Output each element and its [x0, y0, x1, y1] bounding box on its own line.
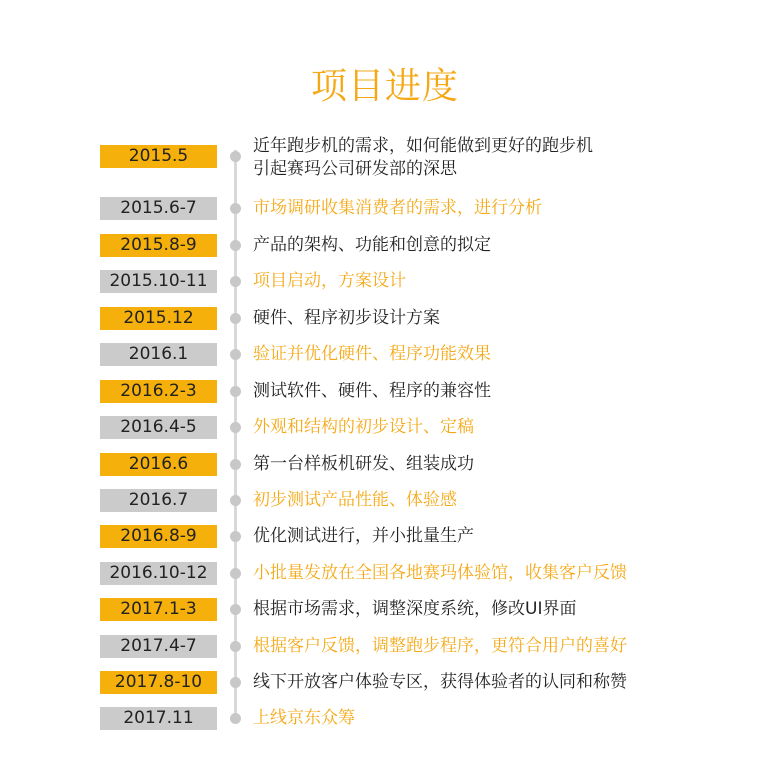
milestone-date: 2017.1-3	[100, 598, 217, 621]
milestone-description: 线下开放客户体验专区，获得体验者的认同和称赞	[253, 672, 627, 692]
milestone-description: 上线京东众筹	[253, 708, 355, 728]
timeline-dot	[230, 349, 241, 360]
timeline-dot	[230, 240, 241, 251]
milestone-description: 优化测试进行，并小批量生产	[253, 526, 474, 546]
milestone-description: 根据客户反馈，调整跑步程序，更符合用户的喜好	[253, 636, 627, 656]
milestone-description: 验证并优化硬件、程序功能效果	[253, 344, 491, 364]
milestone-date: 2016.2-3	[100, 380, 217, 403]
milestone-date: 2017.4-7	[100, 635, 217, 658]
milestone-description: 测试软件、硬件、程序的兼容性	[253, 381, 491, 401]
milestone-date: 2016.10-12	[100, 562, 217, 585]
milestone-date: 2015.12	[100, 307, 217, 330]
milestone-date: 2016.7	[100, 489, 217, 512]
milestone-description: 外观和结构的初步设计、定稿	[253, 417, 474, 437]
milestone-date: 2016.4-5	[100, 416, 217, 439]
milestone-date: 2016.6	[100, 453, 217, 476]
milestone-description: 产品的架构、功能和创意的拟定	[253, 235, 491, 255]
timeline-dot	[230, 531, 241, 542]
timeline-dot	[230, 713, 241, 724]
milestone-date: 2017.11	[100, 707, 217, 730]
timeline-dot	[230, 459, 241, 470]
timeline-dot	[230, 313, 241, 324]
timeline-dot	[230, 495, 241, 506]
milestone-date: 2015.10-11	[100, 270, 217, 293]
timeline-dot	[230, 422, 241, 433]
milestone-description: 根据市场需求，调整深度系统，修改UI界面	[253, 599, 577, 619]
timeline-dot	[230, 276, 241, 287]
milestone-date: 2015.8-9	[100, 234, 217, 257]
milestone-description: 初步测试产品性能、体验感	[253, 490, 457, 510]
milestone-description: 项目启动，方案设计	[253, 271, 406, 291]
timeline-line	[234, 150, 237, 722]
timeline-dot	[230, 151, 241, 162]
timeline-dot	[230, 386, 241, 397]
milestone-description: 第一台样板机研发、组装成功	[253, 454, 474, 474]
milestone-description: 市场调研收集消费者的需求，进行分析	[253, 198, 542, 218]
timeline-dot	[230, 203, 241, 214]
milestone-date: 2016.1	[100, 343, 217, 366]
milestone-description: 小批量发放在全国各地赛玛体验馆，收集客户反馈	[253, 563, 627, 583]
milestone-description: 近年跑步机的需求，如何能做到更好的跑步机	[253, 136, 593, 156]
milestone-date: 2015.6-7	[100, 197, 217, 220]
milestone-date: 2017.8-10	[100, 671, 217, 694]
page-title: 项目进度	[310, 66, 459, 107]
timeline-dot	[230, 641, 241, 652]
milestone-description: 引起赛玛公司研发部的深思	[253, 159, 457, 179]
timeline-dot	[230, 568, 241, 579]
milestone-date: 2015.5	[100, 145, 217, 168]
milestone-date: 2016.8-9	[100, 525, 217, 548]
milestone-description: 硬件、程序初步设计方案	[253, 308, 440, 328]
timeline-dot	[230, 604, 241, 615]
timeline-dot	[230, 677, 241, 688]
